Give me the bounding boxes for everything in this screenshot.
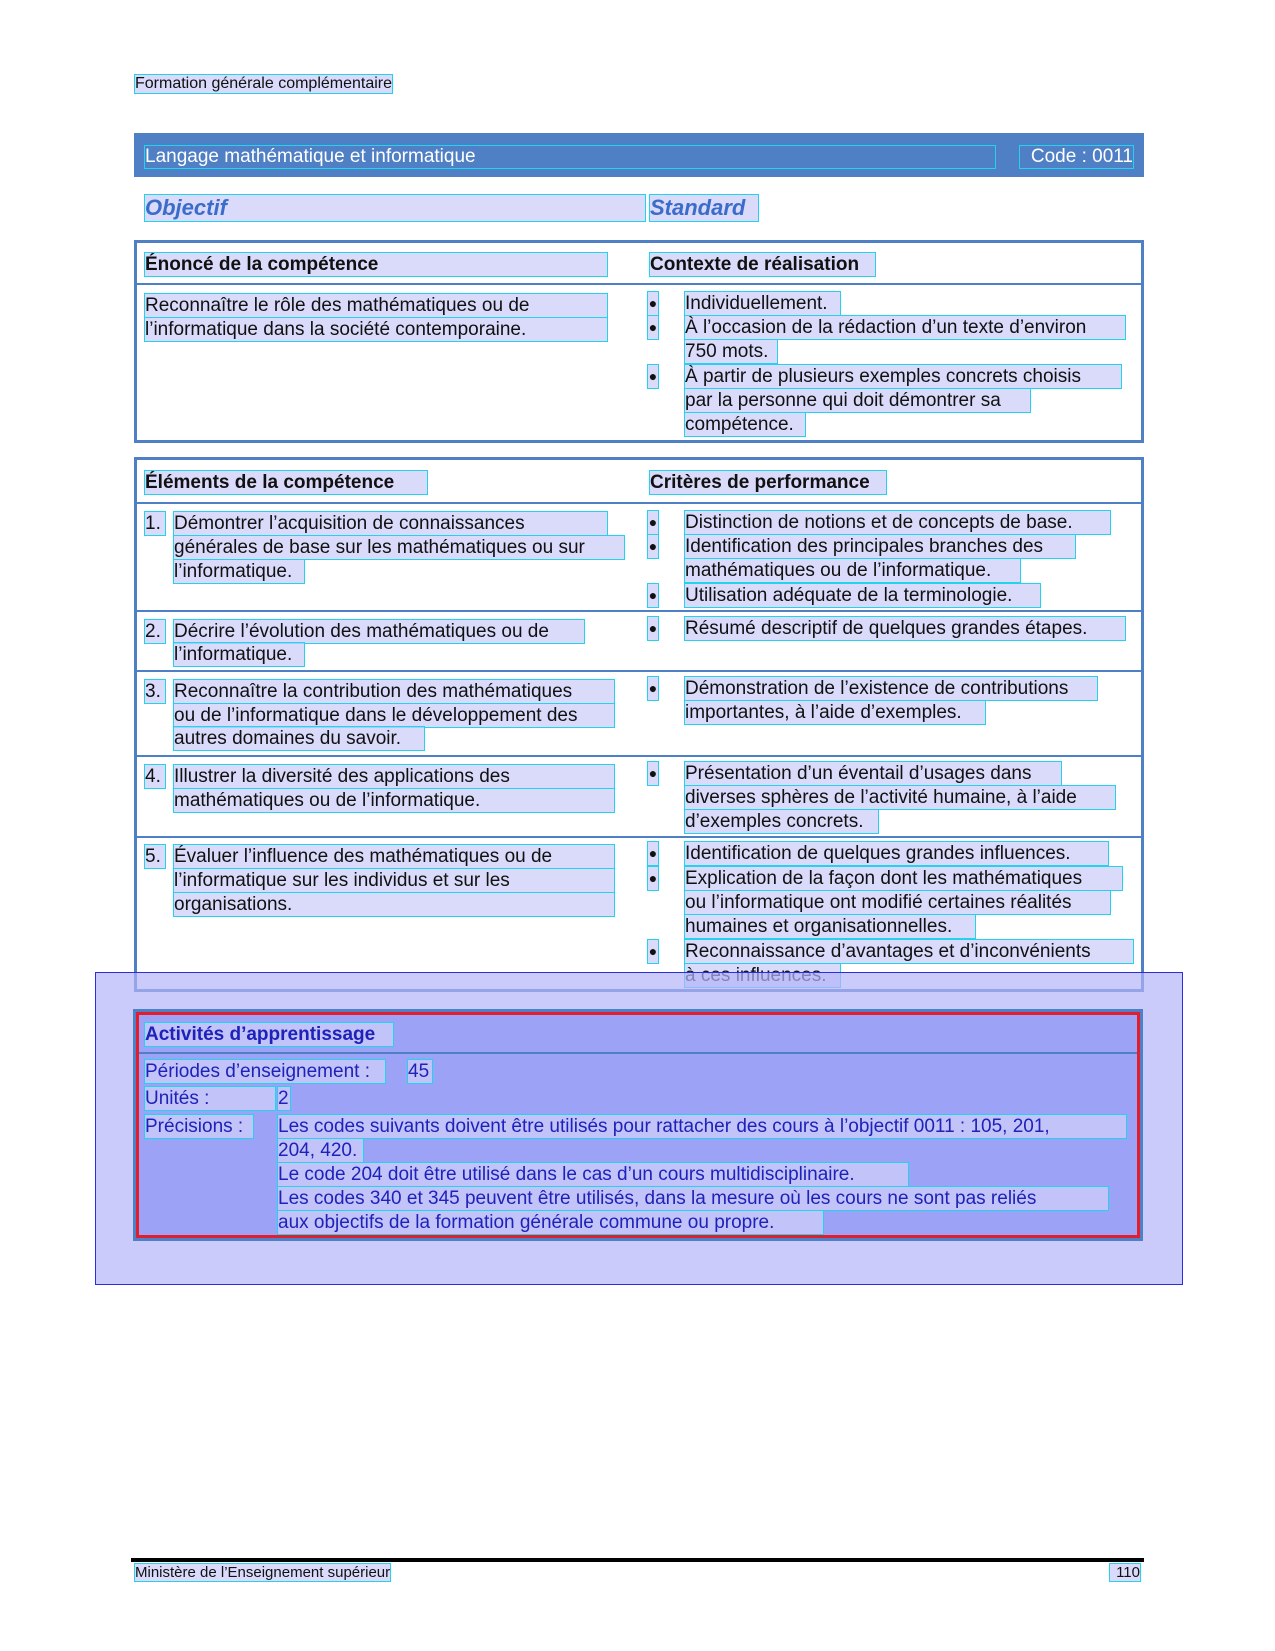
bullet-icon: ● — [648, 842, 658, 865]
bullet-icon: ● — [648, 316, 658, 339]
criterion-line: Résumé descriptif de quelques grandes étapes. — [685, 617, 1125, 640]
enonce-line: Reconnaître le rôle des mathématiques ou de — [145, 294, 607, 317]
bullet-icon: ● — [648, 584, 658, 607]
element-number: 2. — [145, 620, 165, 643]
criterion-line: mathématiques ou de l’informatique. — [685, 559, 1020, 582]
page-number: 110 — [1110, 1564, 1140, 1581]
divider — [136, 610, 1142, 612]
element-line: Illustrer la diversité des applications des — [174, 765, 614, 788]
competency-code: Code : 0011 — [1020, 146, 1133, 168]
criterion-line: ou l’informatique ont modifié certaines réalités — [685, 891, 1110, 914]
element-number: 4. — [145, 765, 165, 788]
contexte-item: 750 mots. — [685, 340, 777, 363]
units-value: 2 — [278, 1088, 289, 1109]
criterion-line: Reconnaissance d’avantages et d’inconvénients — [685, 940, 1133, 963]
element-number: 1. — [145, 512, 165, 535]
divider — [136, 836, 1142, 838]
bullet-icon: ● — [648, 292, 658, 315]
bullet-icon: ● — [648, 762, 658, 785]
enonce-header: Énoncé de la compétence — [145, 253, 607, 276]
element-line: l’informatique. — [174, 560, 304, 583]
element-line: Reconnaître la contribution des mathématiques — [174, 680, 614, 703]
bullet-icon: ● — [648, 867, 658, 890]
precisions-line: Les codes 340 et 345 peuvent être utilisés, dans la mesure où les cours ne sont pas reliés — [278, 1187, 1108, 1210]
enonce-line: l’informatique dans la société contemporaine. — [145, 318, 607, 341]
competency-title: Langage mathématique et informatique — [145, 146, 995, 168]
criterion-line: Distinction de notions et de concepts de base. — [685, 511, 1110, 534]
element-line: ou de l’informatique dans le développement des — [174, 704, 614, 727]
element-line: générales de base sur les mathématiques ou sur — [174, 536, 624, 559]
contexte-item: À partir de plusieurs exemples concrets choisis — [685, 365, 1121, 388]
footer-rule — [131, 1558, 1144, 1562]
element-line: autres domaines du savoir. — [174, 727, 424, 750]
element-line: Démontrer l’acquisition de connaissances — [174, 512, 607, 535]
periods-value: 45 — [408, 1060, 432, 1083]
bullet-icon: ● — [648, 535, 658, 558]
element-line: mathématiques ou de l’informatique. — [174, 789, 614, 812]
divider — [136, 755, 1142, 757]
footer-ministry: Ministère de l’Enseignement supérieur — [135, 1564, 391, 1581]
activities-title: Activités d’apprentissage — [145, 1023, 393, 1046]
criterion-line: Démonstration de l’existence de contributions — [685, 677, 1097, 700]
units-label: Unités : — [145, 1087, 275, 1110]
criterion-line: Identification des principales branches des — [685, 535, 1075, 558]
criterion-line: Présentation d’un éventail d’usages dans — [685, 762, 1061, 785]
contexte-item: À l’occasion de la rédaction d’un texte d’environ — [685, 316, 1125, 339]
contexte-header: Contexte de réalisation — [650, 253, 875, 276]
divider — [136, 670, 1142, 672]
divider — [139, 1052, 1137, 1054]
precisions-line: Le code 204 doit être utilisé dans le cas d’un cours multidisciplinaire. — [278, 1163, 908, 1186]
precisions-label: Précisions : — [145, 1115, 253, 1138]
divider — [136, 502, 1142, 504]
periods-label: Périodes d’enseignement : — [145, 1060, 385, 1083]
element-line: Évaluer l’influence des mathématiques ou de — [174, 845, 614, 868]
bullet-icon: ● — [648, 365, 658, 388]
element-line: Décrire l’évolution des mathématiques ou de — [174, 620, 584, 643]
contexte-item: compétence. — [685, 413, 805, 436]
precisions-line: aux objectifs de la formation générale commune ou propre. — [278, 1211, 823, 1234]
contexte-item: Individuellement. — [685, 292, 840, 315]
criterion-line: diverses sphères de l’activité humaine, à l’aide — [685, 786, 1115, 809]
objectif-label: Objectif — [145, 195, 645, 221]
criteres-header: Critères de performance — [650, 471, 886, 494]
bullet-icon: ● — [648, 617, 658, 640]
criterion-line: d’exemples concrets. — [685, 810, 878, 833]
criterion-line: Identification de quelques grandes influences. — [685, 842, 1108, 865]
elements-header: Éléments de la compétence — [145, 471, 427, 494]
bullet-icon: ● — [648, 677, 658, 700]
contexte-item: par la personne qui doit démontrer sa — [685, 389, 1030, 412]
element-line: l’informatique sur les individus et sur les — [174, 869, 614, 892]
precisions-line: Les codes suivants doivent être utilisés pour rattacher des cours à l’objectif 0011 : 105, 201, — [278, 1115, 1126, 1138]
criterion-line: Explication de la façon dont les mathématiques — [685, 867, 1122, 890]
criterion-line: humaines et organisationnelles. — [685, 915, 975, 938]
element-line: l’informatique. — [174, 643, 304, 666]
element-number: 5. — [145, 845, 165, 868]
bullet-icon: ● — [648, 511, 658, 534]
criterion-line: Utilisation adéquate de la terminologie. — [685, 584, 1040, 607]
divider — [136, 283, 1142, 285]
bullet-icon: ● — [648, 940, 658, 963]
element-line: organisations. — [174, 893, 614, 916]
running-head: Formation générale complémentaire — [135, 75, 393, 92]
element-number: 3. — [145, 680, 165, 703]
standard-label: Standard — [650, 195, 758, 221]
criterion-line: importantes, à l’aide d’exemples. — [685, 701, 985, 724]
precisions-line: 204, 420. — [278, 1139, 363, 1162]
